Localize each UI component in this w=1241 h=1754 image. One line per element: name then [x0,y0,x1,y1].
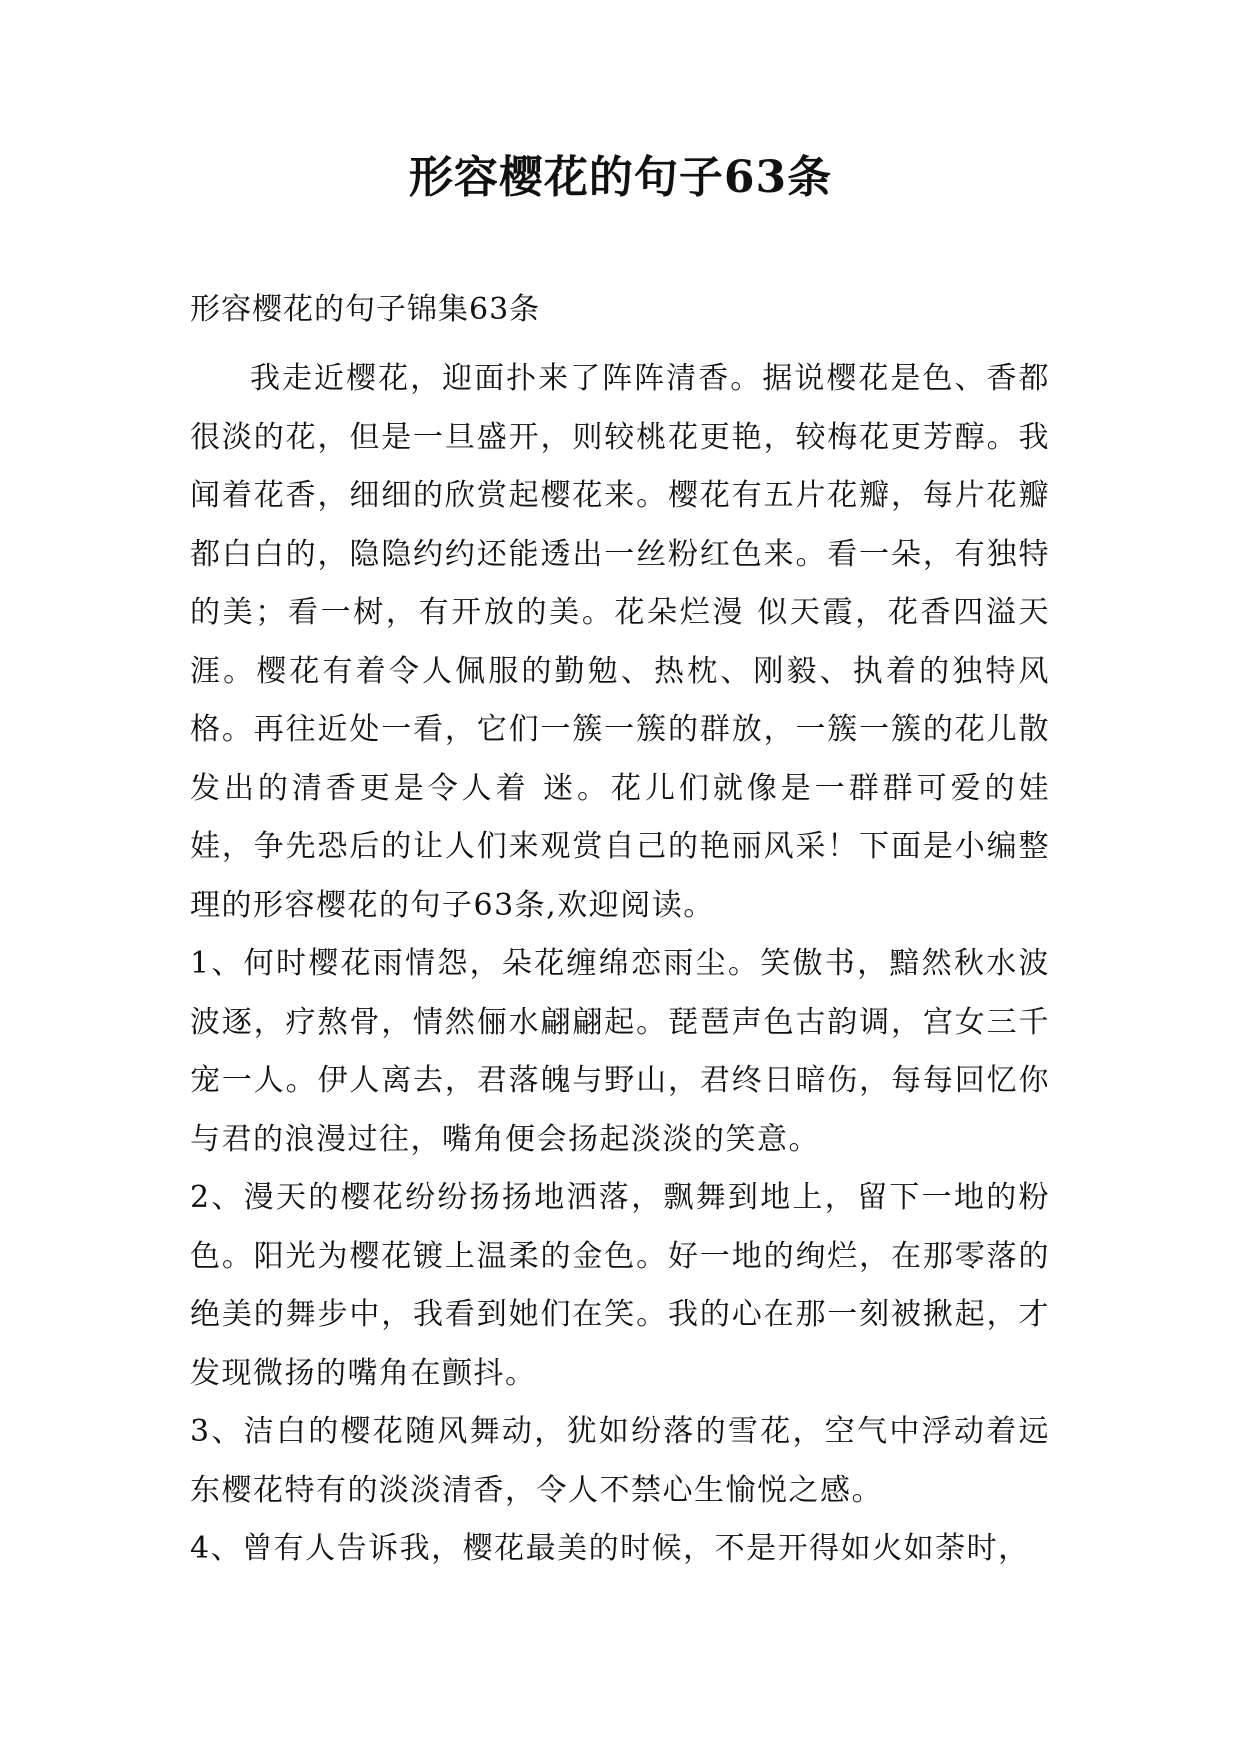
document-body [190,290,1050,1579]
intro-paragraph: 我走近樱花，迎面扑来了阵阵清香。据说樱花是色、香都很淡的花，但是一旦盛开，则较桃花更艳，较梅花更芳醇。我闻着花香，细细的欣赏起樱花来。樱花有五片花瓣，每片花瓣都白白的，隐隐约约还能透出一丝粉红色来。看一朵，有独特的美；看一树，有开放的美。花朵烂漫 似天霞，花香四溢天涯。樱花有着令人佩服的勤勉、热枕、刚毅、执着的独特风格。再往近处一看，它们一簇一簇的群放，一簇一簇的花儿散发出的清香更是令人着 迷。花儿们就像是一群群可爱的娃娃，争先恐后的让人们来观赏自己的艳丽风采！下面是小编整理的形容樱花的句子63条,欢迎阅读。 [190,361,1050,923]
document-title: 形容樱花的句子63条 [408,152,833,203]
list-item: 4、曾有人告诉我，樱花最美的时候，不是开得如火如荼时， [190,1531,1030,1566]
list-item: 3、洁白的樱花随风舞动，犹如纷落的雪花，空气中浮动着远东樱花特有的淡淡清香，令人不禁心生愉悦之感。 [190,1414,1050,1508]
document-subtitle: 形容樱花的句子锦集63条 [190,292,541,327]
list-item: 1、何时樱花雨情怨，朵花缠绵恋雨尘。笑傲书，黯然秋水波波逐，疗熬骨，情然俪水翩翩起。琵琶声色古韵调，宫女三千宠一人。伊人离去，君落魄与野山，君终日暗伤，每每回忆你与君的浪漫过往，嘴角便会扬起淡淡的笑意。 [190,946,1050,1157]
list-item: 2、漫天的樱花纷纷扬扬地洒落，飘舞到地上，留下一地的粉色。阳光为樱花镀上温柔的金色。好一地的绚烂，在那零落的绝美的舞步中，我看到她们在笑。我的心在那一刻被揪起，才发现微扬的嘴角在颤抖。 [190,1180,1050,1391]
